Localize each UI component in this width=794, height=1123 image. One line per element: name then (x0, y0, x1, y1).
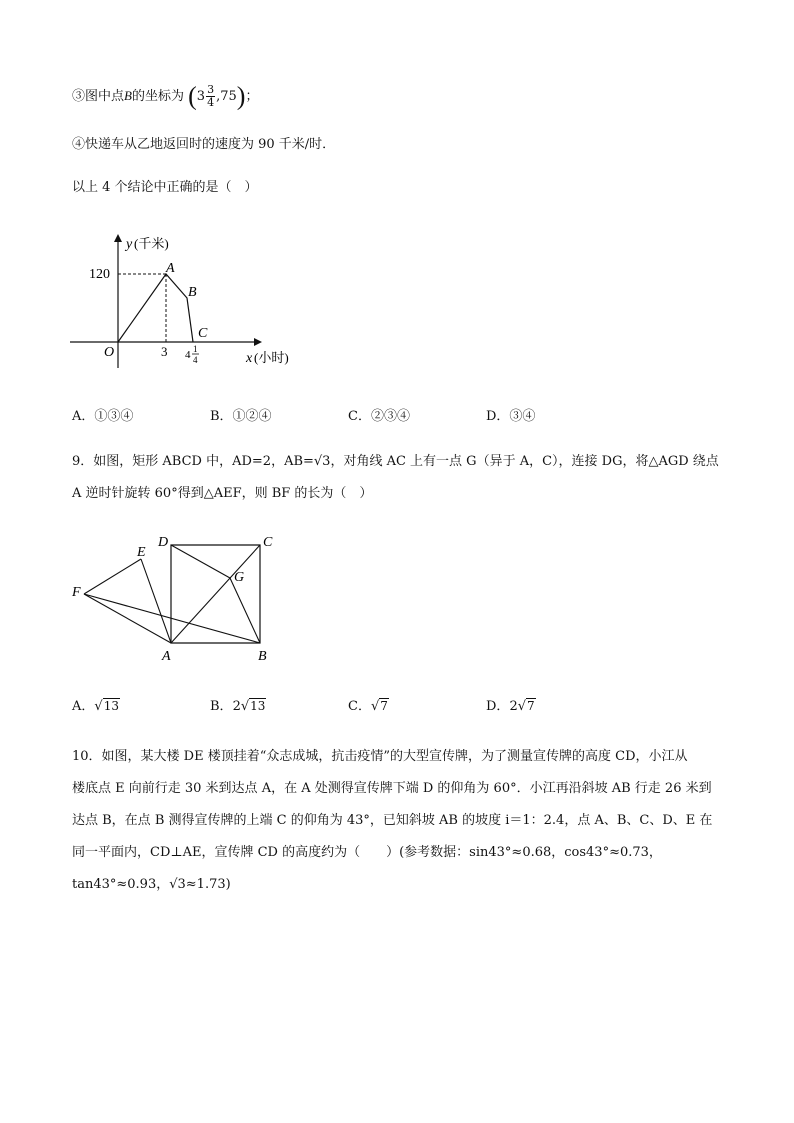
label-B: B (258, 649, 267, 664)
q8-choice-d[interactable]: D．③④ (486, 409, 536, 424)
open-paren: ( (188, 81, 197, 111)
x-tick2-den: 4 (193, 355, 198, 365)
q9-choice-c-radicand: 7 (380, 699, 388, 713)
q10-line3: 达点 B，在点 B 测得宣传牌的上端 C 的仰角为 43°，已知斜坡 AB 的坡度 i＝1：2.4，点 A、B、C、D、E 在 (72, 813, 713, 828)
q8-item3-mid: 的坐标为 (131, 89, 184, 104)
coord-frac-den: 4 (207, 96, 215, 109)
q8-choice-c[interactable]: C．②③④ (348, 409, 410, 424)
coord-whole: 3 (196, 89, 206, 104)
coord-frac-num: 3 (207, 83, 215, 96)
q8-question: 以上 4 个结论中正确的是（ ） (72, 180, 258, 195)
origin-label: O (104, 345, 115, 360)
q9-choice-b[interactable] (210, 696, 266, 717)
y-tick-120: 120 (89, 267, 110, 282)
q9-rectangle-rotation-figure (70, 528, 290, 668)
label-A: A (162, 649, 171, 664)
q9-choice-c-sqrt: √7 (370, 699, 388, 714)
q10-line5: tan43°≈0.93，√3≈1.73) (72, 877, 231, 892)
q8-item3 (72, 81, 259, 111)
label-G: G (234, 570, 245, 585)
q9-choice-a-radicand: 13 (103, 699, 119, 713)
q10-line1: 10．如图，某大楼 DE 楼顶挂着“众志成城，抗击疫情”的大型宣传牌，为了测量宣传牌的高度 CD，小江从 (72, 749, 688, 764)
y-axis-label: y (126, 237, 133, 252)
route-polyline (118, 274, 193, 342)
segment-FB (84, 594, 260, 643)
q8-item3-end: ； (245, 89, 259, 104)
y-axis-arrow-icon (114, 234, 122, 242)
q9-choice-d-label: D． (486, 699, 510, 714)
q9-choice-a-label: A． (72, 699, 95, 714)
x-axis-unit: (小时) (254, 350, 289, 365)
x-tick-3: 3 (161, 344, 168, 359)
q10-line2: 楼底点 E 向前行走 30 米到达点 A，在 A 处测得宣传牌下端 D 的仰角为 60°．小江再沿斜坡 AB 行走 26 米到 (72, 781, 712, 796)
coord-rest: ,75 (216, 89, 237, 104)
q8-item3-point: B (124, 88, 132, 103)
q9-line1: 9．如图，矩形 ABCD 中，AD=2，AB=√3，对角线 AC 上有一点 G（异于 A，C），连接 DG，将△AGD 绕点 (72, 454, 719, 469)
point-A-label: A (166, 261, 175, 276)
q9-choice-a[interactable] (72, 696, 120, 717)
label-E: E (137, 545, 146, 560)
segment-DG (171, 545, 230, 578)
label-F: F (72, 585, 81, 600)
x-axis-arrow-icon (254, 338, 262, 346)
q9-choice-d-coef: 2 (509, 699, 518, 714)
q9-choice-b-radicand: 13 (250, 699, 266, 713)
q9-choice-b-sqrt: √13 (240, 699, 266, 714)
y-axis-unit: (千米) (134, 236, 169, 251)
x-axis-label: x (246, 351, 253, 366)
coord-fraction (206, 84, 215, 109)
point-C-label: C (198, 326, 208, 341)
label-D: D (158, 535, 169, 550)
segment-EF (84, 559, 141, 594)
q9-choice-b-coef: 2 (232, 699, 241, 714)
q8-item3-prefix: ③图中点 (72, 89, 125, 104)
point-B-label: B (188, 285, 197, 300)
segment-AE (141, 559, 171, 643)
q9-line2: A 逆时针旋转 60°得到△AEF，则 BF 的长为（ ） (72, 486, 373, 501)
close-paren: ) (236, 81, 246, 111)
q8-choice-b[interactable]: B．①②④ (210, 409, 272, 424)
q8-distance-time-graph (68, 228, 308, 378)
x-tick2-whole: 4 (185, 349, 191, 361)
q8-choice-a[interactable]: A．①③④ (72, 409, 134, 424)
q9-choice-c-label: C． (348, 699, 371, 714)
q8-item4: ④快递车从乙地返回时的速度为 90 千米/时． (72, 137, 336, 152)
q9-choice-d-radicand: 7 (527, 699, 535, 713)
q9-choice-d[interactable] (486, 696, 536, 717)
segment-FA (84, 594, 171, 643)
q9-choice-a-sqrt: √13 (94, 699, 119, 714)
q9-choice-c[interactable] (348, 696, 389, 717)
q9-choice-d-sqrt: √7 (517, 699, 535, 714)
q9-choice-b-label: B． (210, 699, 233, 714)
label-C: C (263, 535, 273, 550)
segment-GB (230, 578, 260, 643)
q10-line4: 同一平面内，CD⊥AE，宣传牌 CD 的高度约为（ ）(参考数据：sin43°≈0.68，cos43°≈0.73， (72, 845, 662, 860)
diagonal-AC (171, 545, 260, 643)
x-tick2-num: 1 (193, 344, 198, 354)
